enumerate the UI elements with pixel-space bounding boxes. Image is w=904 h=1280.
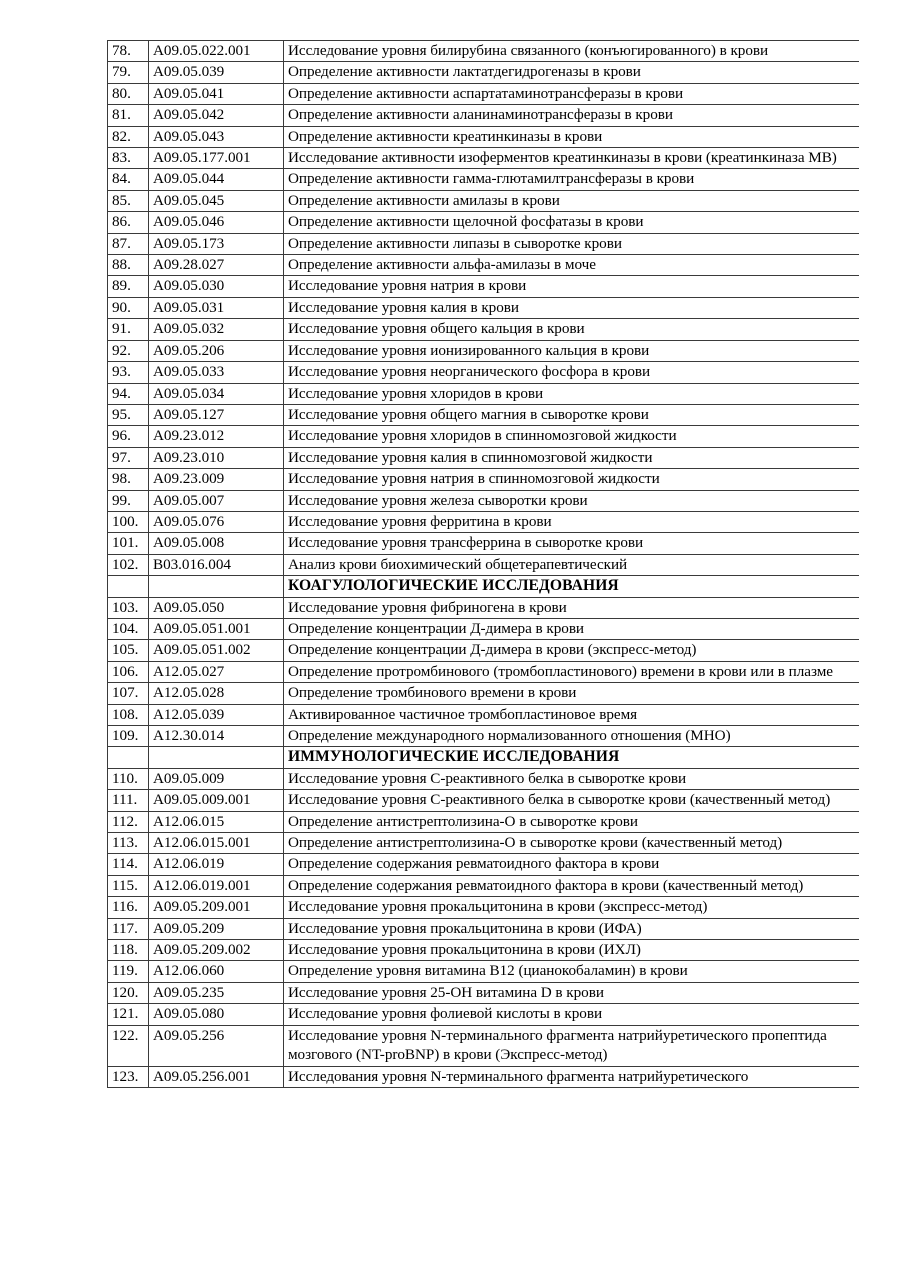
service-code: A09.05.044 bbox=[149, 169, 284, 190]
service-code: A09.05.076 bbox=[149, 511, 284, 532]
service-name: Определение антистрептолизина-О в сыворотке крови bbox=[284, 811, 860, 832]
row-number: 106. bbox=[108, 661, 149, 682]
service-code: A09.05.235 bbox=[149, 982, 284, 1003]
table-row bbox=[108, 833, 860, 854]
table-row bbox=[108, 1066, 860, 1087]
table-row bbox=[108, 940, 860, 961]
table-row bbox=[108, 169, 860, 190]
service-name: Определение активности лактатдегидрогеназы в крови bbox=[284, 62, 860, 83]
table-row bbox=[108, 597, 860, 618]
service-code: A09.05.043 bbox=[149, 126, 284, 147]
service-name: Активированное частичное тромбопластиновое время bbox=[284, 704, 860, 725]
table-row bbox=[108, 790, 860, 811]
row-number: 78. bbox=[108, 41, 149, 62]
row-number: 103. bbox=[108, 597, 149, 618]
service-name: Определение протромбинового (тромбопластинового) времени в крови или в плазме bbox=[284, 661, 860, 682]
table-row bbox=[108, 62, 860, 83]
table-row bbox=[108, 255, 860, 276]
service-name: Определение активности аспартатаминотрансферазы в крови bbox=[284, 83, 860, 104]
table-row bbox=[108, 618, 860, 639]
row-number: 92. bbox=[108, 340, 149, 361]
row-number: 88. bbox=[108, 255, 149, 276]
service-name: Исследование уровня фолиевой кислоты в крови bbox=[284, 1004, 860, 1025]
row-number: 117. bbox=[108, 918, 149, 939]
service-name: Определение активности альфа-амилазы в моче bbox=[284, 255, 860, 276]
service-code: B03.016.004 bbox=[149, 554, 284, 575]
row-number: 99. bbox=[108, 490, 149, 511]
service-code: A12.06.019.001 bbox=[149, 875, 284, 896]
table-row bbox=[108, 511, 860, 532]
service-code: A09.05.080 bbox=[149, 1004, 284, 1025]
service-code: A09.05.007 bbox=[149, 490, 284, 511]
section-header-row bbox=[108, 747, 860, 768]
service-name: Исследование уровня С-реактивного белка в сыворотке крови (качественный метод) bbox=[284, 790, 860, 811]
service-code: A09.05.022.001 bbox=[149, 41, 284, 62]
table-row bbox=[108, 918, 860, 939]
service-name: Исследование уровня ферритина в крови bbox=[284, 511, 860, 532]
service-code: A12.30.014 bbox=[149, 726, 284, 747]
service-name: Исследование уровня калия в крови bbox=[284, 297, 860, 318]
service-code: A09.05.009 bbox=[149, 768, 284, 789]
service-name: Исследование уровня трансферрина в сыворотке крови bbox=[284, 533, 860, 554]
service-code: A09.05.039 bbox=[149, 62, 284, 83]
service-code: A09.05.009.001 bbox=[149, 790, 284, 811]
table-row bbox=[108, 362, 860, 383]
row-number: 108. bbox=[108, 704, 149, 725]
service-name: Определение активности креатинкиназы в крови bbox=[284, 126, 860, 147]
row-number: 89. bbox=[108, 276, 149, 297]
service-name: Определение тромбинового времени в крови bbox=[284, 683, 860, 704]
service-code: A12.06.060 bbox=[149, 961, 284, 982]
service-name: Определение активности гамма-глютамилтрансферазы в крови bbox=[284, 169, 860, 190]
row-number: 81. bbox=[108, 105, 149, 126]
service-name: Определение концентрации Д-димера в крови (экспресс-метод) bbox=[284, 640, 860, 661]
service-name: Исследование уровня N-терминального фрагмента натрийуретического пропептида мозгового (NT-proBNP) в крови (Экспресс-метод) bbox=[284, 1025, 860, 1066]
row-number: 107. bbox=[108, 683, 149, 704]
table-row bbox=[108, 426, 860, 447]
service-code: A12.06.015.001 bbox=[149, 833, 284, 854]
row-number: 120. bbox=[108, 982, 149, 1003]
service-code: A09.05.031 bbox=[149, 297, 284, 318]
row-number: 109. bbox=[108, 726, 149, 747]
service-code: A09.05.127 bbox=[149, 404, 284, 425]
service-code: A09.05.033 bbox=[149, 362, 284, 383]
table-row bbox=[108, 297, 860, 318]
service-code: A09.23.010 bbox=[149, 447, 284, 468]
service-name: Исследование уровня калия в спинномозговой жидкости bbox=[284, 447, 860, 468]
service-code: A09.05.256 bbox=[149, 1025, 284, 1066]
table-row bbox=[108, 148, 860, 169]
service-code: A09.23.009 bbox=[149, 469, 284, 490]
row-number: 94. bbox=[108, 383, 149, 404]
service-name: Исследование уровня прокальцитонина в крови (экспресс-метод) bbox=[284, 897, 860, 918]
table-row bbox=[108, 811, 860, 832]
service-name: Исследование уровня общего кальция в крови bbox=[284, 319, 860, 340]
service-code bbox=[149, 576, 284, 597]
service-code: A09.05.008 bbox=[149, 533, 284, 554]
table-row bbox=[108, 233, 860, 254]
service-code: A12.06.015 bbox=[149, 811, 284, 832]
service-name: Определение активности липазы в сыворотке крови bbox=[284, 233, 860, 254]
row-number: 122. bbox=[108, 1025, 149, 1066]
service-name: Исследование уровня фибриногена в крови bbox=[284, 597, 860, 618]
row-number: 119. bbox=[108, 961, 149, 982]
table-row bbox=[108, 212, 860, 233]
service-name: Определение активности щелочной фосфатазы в крови bbox=[284, 212, 860, 233]
table-row bbox=[108, 190, 860, 211]
table-row bbox=[108, 83, 860, 104]
service-code: A09.05.256.001 bbox=[149, 1066, 284, 1087]
service-name: Исследование уровня прокальцитонина в крови (ИХЛ) bbox=[284, 940, 860, 961]
row-number bbox=[108, 747, 149, 768]
row-number: 83. bbox=[108, 148, 149, 169]
service-name: Анализ крови биохимический общетерапевтический bbox=[284, 554, 860, 575]
service-code: A12.05.039 bbox=[149, 704, 284, 725]
service-code: A09.05.034 bbox=[149, 383, 284, 404]
table-row bbox=[108, 704, 860, 725]
service-code: A09.23.012 bbox=[149, 426, 284, 447]
service-code: A09.05.209.002 bbox=[149, 940, 284, 961]
row-number: 111. bbox=[108, 790, 149, 811]
row-number: 112. bbox=[108, 811, 149, 832]
table-row bbox=[108, 447, 860, 468]
row-number: 105. bbox=[108, 640, 149, 661]
row-number bbox=[108, 576, 149, 597]
service-name: Исследование уровня неорганического фосфора в крови bbox=[284, 362, 860, 383]
row-number: 110. bbox=[108, 768, 149, 789]
service-code: A09.05.050 bbox=[149, 597, 284, 618]
service-name: Определение концентрации Д-димера в крови bbox=[284, 618, 860, 639]
row-number: 90. bbox=[108, 297, 149, 318]
service-name: Исследование уровня прокальцитонина в крови (ИФА) bbox=[284, 918, 860, 939]
table-row bbox=[108, 854, 860, 875]
row-number: 79. bbox=[108, 62, 149, 83]
service-name: Исследование активности изоферментов креатинкиназы в крови (креатинкиназа МВ) bbox=[284, 148, 860, 169]
service-name: Исследование уровня хлоридов в спинномозговой жидкости bbox=[284, 426, 860, 447]
table-row bbox=[108, 768, 860, 789]
row-number: 96. bbox=[108, 426, 149, 447]
service-name: Исследование уровня железа сыворотки крови bbox=[284, 490, 860, 511]
service-name: Определение активности амилазы в крови bbox=[284, 190, 860, 211]
row-number: 104. bbox=[108, 618, 149, 639]
service-code: A09.05.042 bbox=[149, 105, 284, 126]
table-row bbox=[108, 319, 860, 340]
service-name: Определение уровня витамина В12 (цианокобаламин) в крови bbox=[284, 961, 860, 982]
service-name: Определение содержания ревматоидного фактора в крови (качественный метод) bbox=[284, 875, 860, 896]
table-row bbox=[108, 683, 860, 704]
row-number: 100. bbox=[108, 511, 149, 532]
service-name: Исследование уровня ионизированного кальция в крови bbox=[284, 340, 860, 361]
row-number: 82. bbox=[108, 126, 149, 147]
service-name: Исследование уровня билирубина связанного (конъюгированного) в крови bbox=[284, 41, 860, 62]
table-row bbox=[108, 105, 860, 126]
row-number: 113. bbox=[108, 833, 149, 854]
service-code: A09.05.209 bbox=[149, 918, 284, 939]
table-row bbox=[108, 661, 860, 682]
service-code: A09.28.027 bbox=[149, 255, 284, 276]
row-number: 101. bbox=[108, 533, 149, 554]
table-row bbox=[108, 1004, 860, 1025]
row-number: 98. bbox=[108, 469, 149, 490]
services-table bbox=[107, 40, 859, 1088]
table-row bbox=[108, 554, 860, 575]
service-name: Определение содержания ревматоидного фактора в крови bbox=[284, 854, 860, 875]
row-number: 91. bbox=[108, 319, 149, 340]
table-row bbox=[108, 490, 860, 511]
service-code: A09.05.046 bbox=[149, 212, 284, 233]
service-code: A12.06.019 bbox=[149, 854, 284, 875]
service-code: A09.05.206 bbox=[149, 340, 284, 361]
row-number: 84. bbox=[108, 169, 149, 190]
table-row bbox=[108, 383, 860, 404]
table-row bbox=[108, 276, 860, 297]
row-number: 87. bbox=[108, 233, 149, 254]
table-row bbox=[108, 982, 860, 1003]
row-number: 85. bbox=[108, 190, 149, 211]
table-row bbox=[108, 1025, 860, 1066]
section-title: КОАГУЛОЛОГИЧЕСКИЕ ИССЛЕДОВАНИЯ bbox=[284, 576, 860, 597]
row-number: 86. bbox=[108, 212, 149, 233]
service-code: A09.05.209.001 bbox=[149, 897, 284, 918]
service-name: Исследование уровня натрия в крови bbox=[284, 276, 860, 297]
service-code: A12.05.028 bbox=[149, 683, 284, 704]
row-number: 116. bbox=[108, 897, 149, 918]
service-code: A12.05.027 bbox=[149, 661, 284, 682]
service-code: A09.05.030 bbox=[149, 276, 284, 297]
service-name: Исследование уровня общего магния в сыворотке крови bbox=[284, 404, 860, 425]
table-row bbox=[108, 897, 860, 918]
services-table-body bbox=[108, 41, 860, 1088]
row-number: 80. bbox=[108, 83, 149, 104]
table-row bbox=[108, 340, 860, 361]
row-number: 93. bbox=[108, 362, 149, 383]
service-code bbox=[149, 747, 284, 768]
service-code: A09.05.051.002 bbox=[149, 640, 284, 661]
table-row bbox=[108, 961, 860, 982]
row-number: 118. bbox=[108, 940, 149, 961]
service-name: Определение антистрептолизина-О в сыворотке крови (качественный метод) bbox=[284, 833, 860, 854]
table-row bbox=[108, 126, 860, 147]
section-header-row bbox=[108, 576, 860, 597]
table-row bbox=[108, 640, 860, 661]
row-number: 97. bbox=[108, 447, 149, 468]
section-title: ИММУНОЛОГИЧЕСКИЕ ИССЛЕДОВАНИЯ bbox=[284, 747, 860, 768]
row-number: 95. bbox=[108, 404, 149, 425]
table-row bbox=[108, 875, 860, 896]
service-name: Определение международного нормализованного отношения (МНО) bbox=[284, 726, 860, 747]
table-row bbox=[108, 41, 860, 62]
service-name: Исследования уровня N-терминального фрагмента натрийуретического bbox=[284, 1066, 860, 1087]
table-clip-region bbox=[107, 40, 859, 1088]
service-name: Исследование уровня 25-ОН витамина D в крови bbox=[284, 982, 860, 1003]
service-code: A09.05.041 bbox=[149, 83, 284, 104]
row-number: 102. bbox=[108, 554, 149, 575]
table-row bbox=[108, 726, 860, 747]
service-code: A09.05.032 bbox=[149, 319, 284, 340]
table-row bbox=[108, 469, 860, 490]
table-row bbox=[108, 533, 860, 554]
table-row bbox=[108, 404, 860, 425]
row-number: 114. bbox=[108, 854, 149, 875]
service-name: Исследование уровня натрия в спинномозговой жидкости bbox=[284, 469, 860, 490]
row-number: 115. bbox=[108, 875, 149, 896]
service-code: A09.05.051.001 bbox=[149, 618, 284, 639]
service-code: A09.05.177.001 bbox=[149, 148, 284, 169]
service-name: Исследование уровня С-реактивного белка в сыворотке крови bbox=[284, 768, 860, 789]
row-number: 123. bbox=[108, 1066, 149, 1087]
row-number: 121. bbox=[108, 1004, 149, 1025]
service-name: Исследование уровня хлоридов в крови bbox=[284, 383, 860, 404]
service-name: Определение активности аланинаминотрансферазы в крови bbox=[284, 105, 860, 126]
service-code: A09.05.045 bbox=[149, 190, 284, 211]
service-code: A09.05.173 bbox=[149, 233, 284, 254]
